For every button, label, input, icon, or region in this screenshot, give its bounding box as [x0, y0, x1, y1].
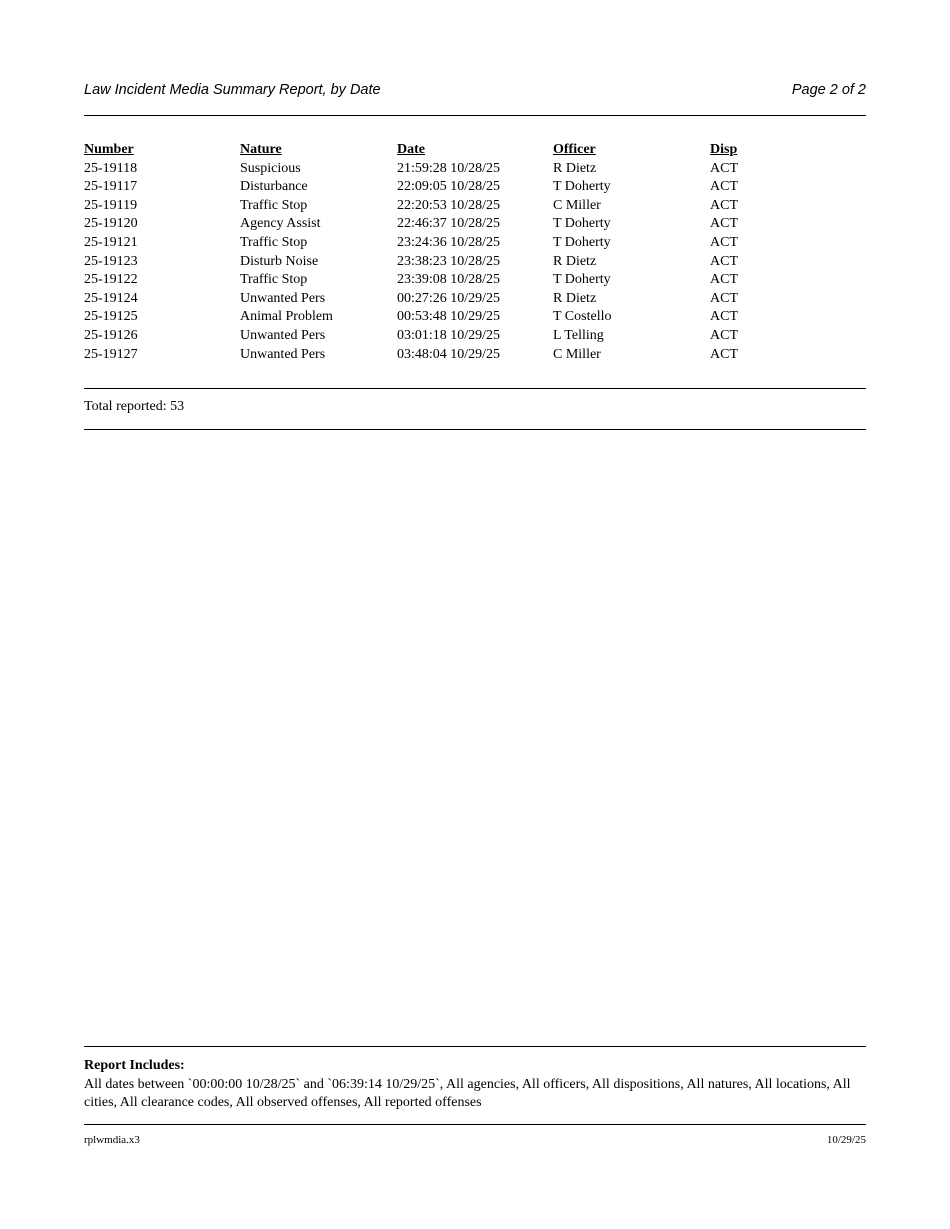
cell-date: 23:24:36 10/28/25: [397, 234, 501, 250]
cell-number: 25-19119: [84, 197, 138, 213]
cell-nature: Animal Problem: [240, 309, 333, 325]
cell-disp: ACT: [710, 179, 738, 195]
cell-officer: L Telling: [553, 327, 604, 343]
cell-disp: ACT: [710, 253, 738, 269]
cell-date: 22:46:37 10/28/25: [397, 216, 501, 232]
cell-date: 23:39:08 10/28/25: [397, 272, 501, 288]
table-row: [84, 308, 866, 327]
cell-date: 22:09:05 10/28/25: [397, 179, 501, 195]
column-header-number: Number: [84, 142, 134, 157]
cell-number: 25-19122: [84, 272, 138, 288]
cell-disp: ACT: [710, 290, 738, 306]
table-bottom-divider: [84, 388, 866, 389]
cell-nature: Disturbance: [240, 179, 308, 195]
cell-officer: R Dietz: [553, 290, 597, 306]
cell-number: 25-19123: [84, 253, 138, 269]
report-title: Law Incident Media Summary Report, by Date: [84, 82, 381, 98]
footer-date: 10/29/25: [826, 1134, 866, 1146]
table-row: [84, 253, 866, 272]
cell-disp: ACT: [710, 327, 738, 343]
cell-date: 03:48:04 10/29/25: [397, 346, 501, 362]
cell-officer: T Doherty: [553, 272, 611, 288]
cell-nature: Unwanted Pers: [240, 290, 326, 306]
cell-disp: ACT: [710, 160, 738, 176]
cell-date: 03:01:18 10/29/25: [397, 327, 501, 343]
cell-date: 23:38:23 10/28/25: [397, 253, 501, 269]
cell-disp: ACT: [710, 197, 738, 213]
page-number: Page 2 of 2: [791, 82, 866, 98]
cell-nature: Traffic Stop: [240, 234, 308, 250]
table-row: [84, 197, 866, 216]
table-row: [84, 234, 866, 253]
cell-number: 25-19126: [84, 327, 138, 343]
cell-number: 25-19120: [84, 216, 138, 232]
includes-bottom-divider: [84, 1124, 866, 1125]
column-header-nature: Nature: [240, 142, 282, 157]
cell-number: 25-19118: [84, 160, 138, 176]
cell-officer: C Miller: [553, 346, 601, 362]
cell-officer: T Doherty: [553, 234, 611, 250]
cell-number: 25-19121: [84, 234, 138, 250]
column-header-disp: Disp: [710, 142, 738, 157]
cell-officer: T Doherty: [553, 179, 611, 195]
cell-nature: Disturb Noise: [240, 253, 319, 269]
cell-date: 22:20:53 10/28/25: [397, 197, 501, 213]
report-includes-label: Report Includes:: [84, 1058, 185, 1073]
cell-nature: Traffic Stop: [240, 272, 308, 288]
table-row: [84, 346, 866, 365]
cell-number: 25-19127: [84, 346, 138, 362]
cell-officer: R Dietz: [553, 253, 597, 269]
footer-report-id: rplwmdia.x3: [84, 1134, 140, 1146]
table-row: [84, 271, 866, 290]
cell-date: 00:27:26 10/29/25: [397, 290, 501, 306]
cell-disp: ACT: [710, 272, 738, 288]
header-divider: [84, 115, 866, 116]
column-header-date: Date: [397, 142, 425, 157]
cell-officer: R Dietz: [553, 160, 597, 176]
cell-officer: C Miller: [553, 197, 601, 213]
total-divider: [84, 429, 866, 430]
cell-nature: Suspicious: [240, 160, 301, 176]
cell-officer: T Doherty: [553, 216, 611, 232]
table-row: [84, 178, 866, 197]
cell-disp: ACT: [710, 216, 738, 232]
column-header-officer: Officer: [553, 142, 596, 157]
total-reported: Total reported: 53: [84, 399, 185, 414]
table-row: [84, 290, 866, 309]
incident-table: [84, 141, 866, 364]
table-body: [84, 160, 866, 365]
includes-top-divider: [84, 1046, 866, 1047]
report-includes-text: All dates between `00:00:00 10/28/25` and `06:39:14 10/29/25`, All agencies, All officers, All dispositions, All natures, All locations, All cities, All clearance codes, All observed offenses, All reported offenses: [84, 1076, 851, 1110]
cell-date: 21:59:28 10/28/25: [397, 160, 501, 176]
report-includes: [84, 1057, 866, 1113]
cell-disp: ACT: [710, 309, 738, 325]
table-row: [84, 327, 866, 346]
table-row: [84, 215, 866, 234]
cell-date: 00:53:48 10/29/25: [397, 309, 501, 325]
cell-nature: Traffic Stop: [240, 197, 308, 213]
table-row: [84, 160, 866, 179]
cell-nature: Unwanted Pers: [240, 327, 326, 343]
cell-nature: Unwanted Pers: [240, 346, 326, 362]
cell-officer: T Costello: [553, 309, 612, 325]
cell-number: 25-19124: [84, 290, 138, 306]
cell-nature: Agency Assist: [240, 216, 321, 232]
cell-number: 25-19117: [84, 179, 138, 195]
cell-number: 25-19125: [84, 309, 138, 325]
cell-disp: ACT: [710, 234, 738, 250]
table-header-row: [84, 141, 866, 160]
cell-disp: ACT: [710, 346, 738, 362]
